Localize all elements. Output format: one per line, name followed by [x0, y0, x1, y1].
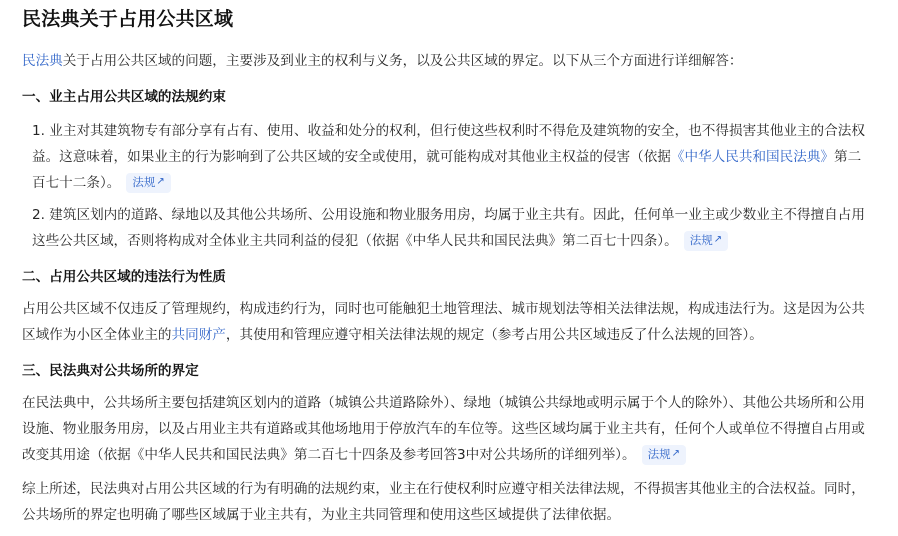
external-link-arrow-icon: ↗ — [156, 176, 165, 187]
section-2-text-end: ，其使用和管理应遵守相关法律法规的规定（参考占用公共区域违反了什么法规的回答）。 — [225, 327, 763, 343]
section-2-text: 占用公共区域不仅违反了管理规约，构成违约行为，同时也可能触犯土地管理法、城市规划法等相关法律法规，构成违法行为。这是因为公共区域作为小区全体业主的 — [22, 301, 865, 343]
regulation-badge-2[interactable] — [684, 231, 728, 251]
section-heading-2: 二、占用公共区域的违法行为性质 — [22, 269, 226, 285]
intro-link-civil-code[interactable]: 民法典 — [22, 53, 63, 69]
section-3-text: 在民法典中，公共场所主要包括建筑区划内的道路（城镇公共道路除外）、绿地（城镇公共绿地或明示属于个人的除外）、其他公共场所和公用设施、物业服务用房，以及占用业主共有道路或其他场地用于停放汽车的车位等。这些区域均属于业主共有，任何个人或单位不得擅自占用或改变其用途（依据《中华人民共和国民法典》第二百七十四条及参考回答3中对公共场所的详细列举）。 — [22, 395, 865, 463]
common-property-link[interactable]: 共同财产 — [171, 327, 226, 343]
list-item-1-text: 1. 业主对其建筑物专有部分享有占有、使用、收益和处分的权利，但行使这些权利时不得危及建筑物的安全，也不得损害其他业主的合法权益。这意味着，如果业主的行为影响到了公共区域的安全或使用，就可能构成对其他业主权益的侵害（依据 — [32, 123, 865, 165]
section-heading-1: 一、业主占用公共区域的法规约束 — [22, 89, 226, 105]
section-heading-3: 三、民法典对公共场所的界定 — [22, 363, 199, 379]
section-3-paragraph — [22, 390, 878, 468]
regulation-badge-label: 法规 — [689, 233, 713, 247]
list-item-2-text: 2. 建筑区划内的道路、绿地以及其他公共场所、公用设施和物业服务用房，均属于业主共有。因此，任何单一业主或少数业主不得擅自占用这些公共区域，否则将构成对全体业主共同利益的侵犯（依据《中华人民共和国民法典》第二百七十四条）。 — [32, 207, 865, 249]
external-link-arrow-icon: ↗ — [671, 448, 680, 459]
external-link-arrow-icon: ↗ — [713, 234, 723, 245]
conclusion-paragraph: 综上所述，民法典对占用公共区域的行为有明确的法规约束，业主在行使权利时应遵守相关法律法规，不得损害其他业主的合法权益。同时，公共场所的界定也明确了哪些区域属于业主共有，为业主共同管理和使用这些区域提供了法律依据。 — [22, 481, 865, 523]
list-item-2 — [22, 202, 878, 254]
regulation-badge-1[interactable] — [126, 173, 170, 193]
list-item-1-link[interactable]: 《中华人民共和国民法典》 — [670, 149, 835, 165]
section-2-paragraph — [22, 296, 878, 348]
regulation-badge-label: 法规 — [132, 175, 156, 189]
intro-text: 关于占用公共区域的问题，主要涉及到业主的权利与义务，以及公共区域的界定。以下从三个方面进行详细解答： — [62, 53, 743, 69]
list-item-1 — [22, 118, 878, 196]
list-item-1-text-end: 第二百七十二条）。 — [32, 149, 862, 191]
regulation-badge-3[interactable] — [642, 445, 686, 465]
intro-paragraph — [22, 48, 878, 74]
regulation-badge-label: 法规 — [647, 447, 671, 461]
page-title: 民法典关于占用公共区域 — [22, 8, 234, 30]
